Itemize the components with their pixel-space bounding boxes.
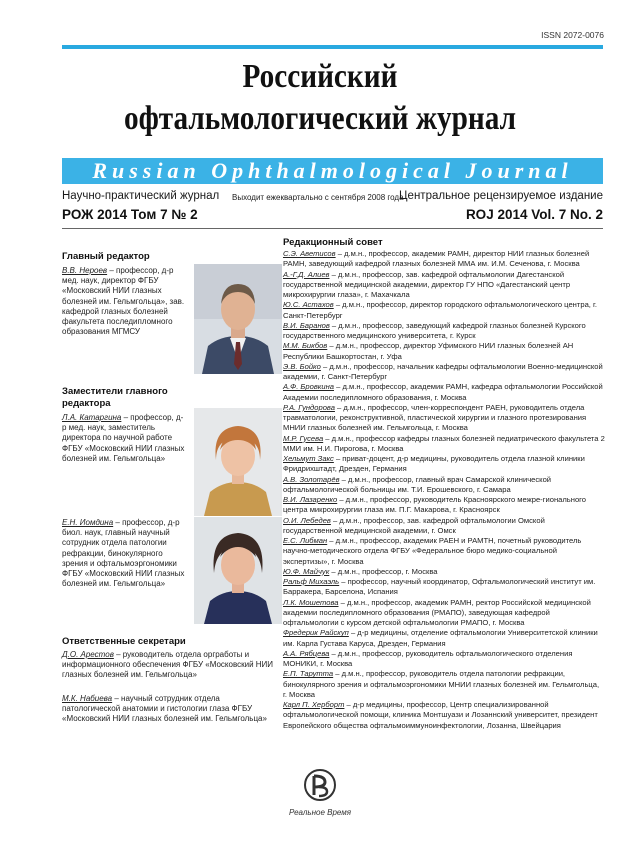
council-member-name: Хельмут Закс bbox=[283, 454, 334, 463]
english-title-band: Russian Ophthalmological Journal bbox=[62, 158, 603, 184]
council-member-name: О.И. Лебедев bbox=[283, 515, 331, 525]
council-member-text: – приват-доцент, д-р медицины, руководитель отдела глазной клиники Фридрихштадт, Дрезден, Германия bbox=[283, 454, 585, 474]
top-accent-bar bbox=[62, 45, 603, 49]
secretaries-heading: Ответственные секретари bbox=[62, 636, 186, 647]
council-member-name: Э.В. Бойко bbox=[283, 361, 321, 371]
issn-label: ISSN 2072-0076 bbox=[541, 30, 604, 40]
journal-title-line1: Российский bbox=[242, 58, 398, 95]
council-member-name: А.-Г.Д. Алиев bbox=[283, 269, 330, 279]
header-divider bbox=[62, 228, 603, 229]
deputies-heading-line2: редактора bbox=[62, 398, 111, 409]
deputy1-bio bbox=[62, 413, 186, 464]
council-member-name: Р.А. Гундорова bbox=[283, 402, 335, 412]
council-member-name: Карл П. Херборт bbox=[283, 700, 345, 709]
council-member-name: Ральф Михаэль bbox=[283, 577, 340, 586]
deputy2-text: – профессор, д-р биол. наук, главный научный сотрудник отдела патологии рефракции, бинокулярного зрения и офтальмоэргономики ФГБУ «Московский НИИ глазных болезней им. Гельмгольца» bbox=[62, 518, 185, 589]
deputy1-photo bbox=[194, 408, 282, 516]
chief-editor-bio bbox=[62, 266, 186, 337]
council-member bbox=[283, 454, 605, 475]
secretary1-text: – руководитель отдела оргработы и информационного обеспечения ФГБУ «Московский НИИ глазных болезней им. Гельмгольца» bbox=[62, 650, 274, 680]
council-member bbox=[283, 700, 605, 731]
council-member bbox=[283, 577, 605, 598]
council-member-text: – д-р медицины, профессор, Центр специализированной офтальмологической помощи, клиника Монтшуази и Лозаннский университет, президент Европейского общества офтальмоиммуноинфектологии, Лозанна, Швейцария bbox=[283, 700, 598, 730]
council-member bbox=[283, 434, 605, 455]
council-member bbox=[283, 495, 605, 516]
council-member-text: – д.м.н., профессор, г. Москва bbox=[329, 566, 438, 576]
council-member bbox=[283, 567, 605, 577]
council-member-name: М.Р. Гусева bbox=[283, 433, 324, 443]
council-list bbox=[283, 249, 605, 731]
council-member-text: – д.м.н., профессор, член-корреспондент РАЕН, руководитель отдела травматологии, реконструктивной, пластической хирургии и глазного протезирования МНИИ глазных болезней им. Гельмгольца, г. Москва bbox=[283, 402, 587, 433]
chief-editor-heading: Главный редактор bbox=[62, 251, 150, 262]
secretary2-bio bbox=[62, 694, 280, 725]
chief-editor-photo bbox=[194, 264, 282, 374]
chief-editor-name: В.В. Нероев bbox=[62, 266, 108, 275]
council-member bbox=[283, 382, 605, 403]
council-member bbox=[283, 475, 605, 496]
council-member-name: В.И. Лазаренко bbox=[283, 495, 338, 504]
council-member bbox=[283, 516, 605, 537]
subtitle-left: Научно-практический журнал bbox=[62, 190, 220, 202]
chief-editor-text: – профессор, д-р мед. наук, директор ФГБУ «Московский НИИ глазных болезней им. Гельмгольца», зав. кафедрой глазных болезней факультета последипломного образования МГМСУ bbox=[62, 266, 185, 337]
council-member-text: – д.м.н., профессор, руководитель офтальмологического отделения МОНИКИ, г. Москва bbox=[283, 648, 573, 668]
deputy1-text: – профессор, д-р мед. наук, заместитель директора по научной работе ФГБУ «Московский НИИ глазных болезней им. Гельмгольца» bbox=[62, 413, 185, 463]
deputy2-photo bbox=[194, 517, 282, 624]
publisher-name: Реальное Время bbox=[288, 808, 352, 817]
council-member-name: Фредерик Райскуп bbox=[283, 628, 349, 638]
council-member-name: Ю.Ф. Майчук bbox=[283, 566, 330, 576]
deputy2-bio bbox=[62, 518, 186, 589]
council-member-text: – д.м.н., профессор, академик РАМН, кафедра офтальмологии Российской Академии последипломного образования, г. Москва bbox=[283, 382, 603, 402]
council-member-name: С.Э. Аветисов bbox=[283, 249, 336, 258]
council-member-name: М.М. Бикбов bbox=[283, 341, 328, 351]
council-member-text: – д.м.н., профессор кафедры глазных болезней педиатрического факультета 2 ММИ им. Н.И. Пирогова, г. Москва bbox=[283, 433, 605, 453]
council-member bbox=[283, 321, 605, 342]
council-member-text: – д.м.н., профессор, главный врач Самарской клинической офтальмологической больницы им. Т.И. Ерошевского, г. Самара bbox=[283, 474, 552, 494]
deputies-heading bbox=[62, 386, 192, 410]
council-heading: Редакционный совет bbox=[283, 237, 383, 248]
council-member-text: – д.м.н., профессор, академик РАЕН и РАМТН, почетный руководитель научно-методического отдела ФГБУ «Федеральное бюро медико-социальной экспертизы», г. Москва bbox=[283, 536, 582, 566]
deputies-heading-line1: Заместители главного bbox=[62, 386, 168, 397]
council-member-name: Е.П. Тарутта bbox=[283, 669, 334, 679]
council-member bbox=[283, 628, 605, 649]
council-member-text: – д.м.н., профессор, заведующий кафедрой глазных болезней Курского государственного медицинского университета, г. Курск bbox=[283, 320, 586, 340]
council-member-text: – д.м.н., профессор, зав. кафедрой офтальмологии Омской государственной медицинской академии, г. Омск bbox=[283, 515, 545, 535]
secretary1-bio bbox=[62, 650, 280, 681]
council-member-name: А.Ф. Бровкина bbox=[283, 382, 334, 392]
council-member-name: В.И. Баранов bbox=[283, 320, 330, 330]
council-member bbox=[283, 649, 605, 670]
council-member-text: – д-р медицины, отделение офтальмологии Университетской клиники им. Карла Густава Каруса, Дрезден, Германия bbox=[283, 628, 598, 648]
council-member-text: – д.м.н., профессор, директор городского офтальмологического центра, г. Санкт-Петербург bbox=[283, 300, 597, 320]
council-member-text: – профессор, научный координатор, Офтальмологический институт им. Барракера, Барселона, Испания bbox=[283, 577, 596, 597]
subtitle-frequency: Выходит ежеквартально с сентября 2008 года bbox=[232, 193, 404, 202]
council-member-name: Е.С. Либман bbox=[283, 536, 328, 545]
council-member bbox=[283, 270, 605, 301]
deputy2-name: Е.Н. Иомдина bbox=[62, 518, 114, 527]
deputy1-name: Л.А. Катаргина bbox=[62, 413, 122, 422]
council-member bbox=[283, 300, 605, 321]
council-member-name: Л.К. Мошетова bbox=[283, 597, 339, 607]
council-member-name: А.А. Рябцева bbox=[283, 648, 330, 658]
council-member-text: – д.м.н., профессор, академик РАМН, директор НИИ глазных болезней РАМН, заведующий кафедрой глазных болезней ММА им. И.М. Сеченова, г. Москва bbox=[283, 249, 590, 269]
council-member-name: Ю.С. Астахов bbox=[283, 300, 334, 310]
council-member-text: – д.м.н., профессор, начальник кафедры офтальмологии Военно-медицинской академии, г. Санкт-Петербург bbox=[283, 361, 603, 381]
council-member bbox=[283, 249, 605, 270]
council-member bbox=[283, 362, 605, 383]
publisher-logo bbox=[303, 768, 337, 802]
journal-code-ru: РОЖ 2014 Том 7 № 2 bbox=[62, 207, 198, 222]
council-member bbox=[283, 598, 605, 629]
council-member-text: – д.м.н., профессор, руководитель отдела патологии рефракции, бинокулярного зрения и офтальмоэргономики МНИИ глазных болезней им. Гельмгольца, г. Москва bbox=[283, 669, 600, 699]
council-member-text: – д.м.н., профессор, руководитель Красноярского межре-гионального центра микрохирургии глаза им. П.Г. Макарова, г. Красноярск bbox=[283, 495, 586, 515]
journal-title-line2: офтальмологический журнал bbox=[123, 100, 517, 137]
secretary2-name: М.К. Набиева bbox=[62, 694, 113, 703]
secretary1-name: Д.О. Арестов bbox=[62, 650, 114, 659]
secretary2-text: – научный сотрудник отдела патологической анатомии и гистологии глаза ФГБУ «Московский НИИ глазных болезней им. Гельмгольца» bbox=[62, 694, 267, 724]
council-member bbox=[283, 669, 605, 700]
council-member bbox=[283, 536, 605, 567]
journal-code-en: ROJ 2014 Vol. 7 No. 2 bbox=[465, 207, 603, 222]
council-member-name: А.В. Золотарёв bbox=[283, 474, 340, 484]
council-member-text: – д.м.н., профессор, академик РАМН, ректор Российской медицинской академии последипломного образования (РМАПО), заведующая кафедрой офтальмологии с курсом детской офтальмологии РМАПО, г. Москва bbox=[283, 597, 591, 627]
council-member-text: – д.м.н., профессор, директор Уфимского НИИ глазных болезней АН Республики Башкортостан, г. Уфа bbox=[283, 341, 574, 361]
subtitle-right: Центральное рецензируемое издание bbox=[399, 190, 603, 202]
council-member bbox=[283, 341, 605, 362]
council-member-text: – д.м.н., профессор, зав. кафедрой офтальмологии Дагестанской государственной медицинской академии, директор ГУ НПО «Дагестанский центр микрохирургии глаза», г. Махачкала bbox=[283, 269, 571, 299]
council-member bbox=[283, 403, 605, 434]
